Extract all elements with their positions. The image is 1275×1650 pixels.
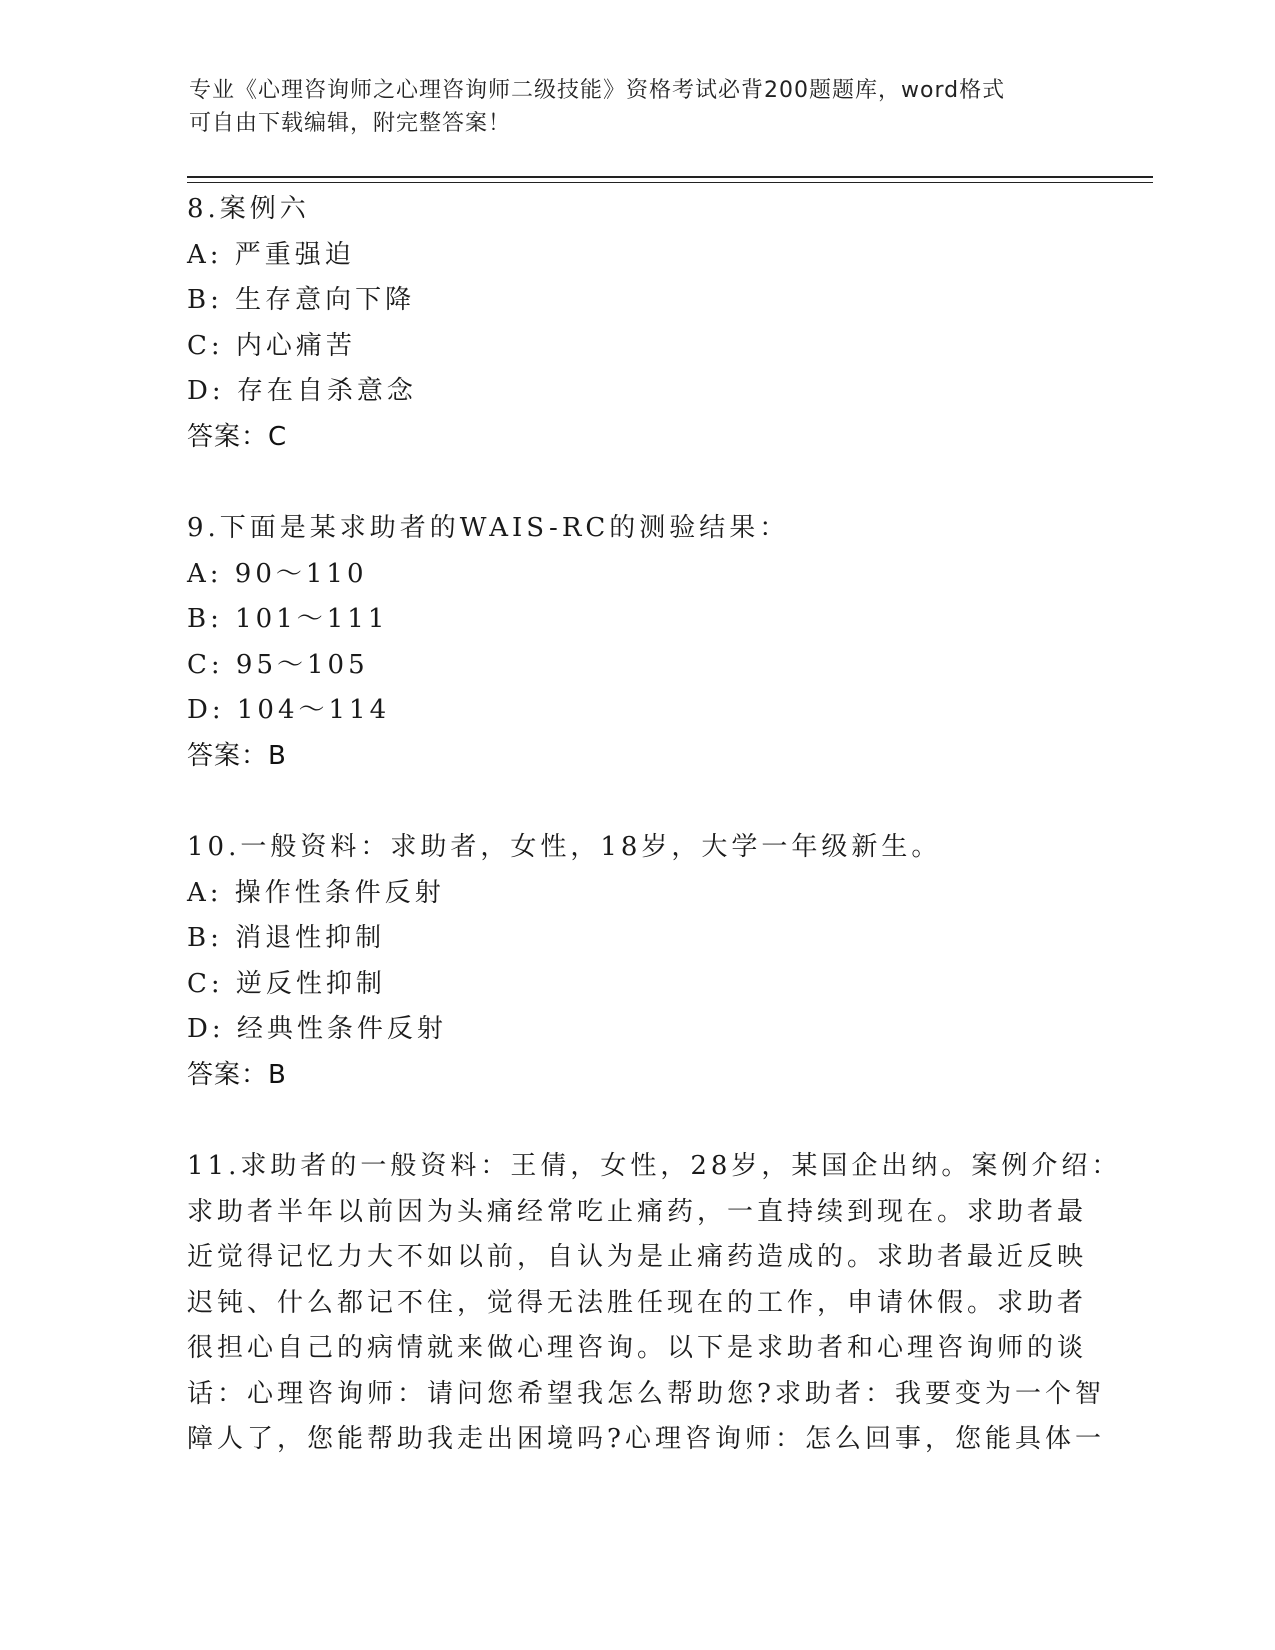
option-c: C: 内心痛苦 [187,330,356,361]
option-b: B: 生存意向下降 [187,285,416,315]
option-d: D: 经典性条件反射 [187,1014,447,1044]
option-a: A: 严重强迫 [187,239,355,270]
header-line-1: 专业《心理咨询师之心理咨询师二级技能》资格考试必背200题题库，word格式 [189,78,1006,103]
question-stem: 10.一般资料：求助者，女性，18岁，大学一年级新生。 [187,832,942,862]
header-divider-thin [187,182,1153,183]
option-c: C: 95～105 [187,649,369,680]
question-stem-line: 求助者半年以前因为头痛经常吃止痛药，一直持续到现在。求助者最 [187,1196,1088,1227]
header-divider-thick [187,176,1153,178]
answer-line: 答案：B [187,740,287,771]
question-stem: 9.下面是某求助者的WAIS-RC的测验结果： [187,513,790,543]
question-10 [187,825,1087,1098]
question-stem-line: 近觉得记忆力大不如以前，自认为是止痛药造成的。求助者最近反映 [187,1242,1088,1272]
option-a: A: 90～110 [187,558,368,589]
question-stem-line: 11.求助者的一般资料：王倩，女性，28岁，某国企出纳。案例介绍： [187,1151,1122,1181]
question-stem-line: 话：心理咨询师：请问您希望我怎么帮助您?求助者：我要变为一个智 [187,1378,1105,1409]
option-c: C: 逆反性抑制 [187,968,386,999]
question-11 [187,1144,1122,1463]
question-stem-line: 很担心自己的病情就来做心理咨询。以下是求助者和心理咨询师的谈 [187,1333,1088,1363]
option-b: B: 101～111 [187,604,389,634]
question-stem: 8.案例六 [187,194,310,224]
answer-line: 答案：B [187,1059,287,1090]
question-stem-line: 迟钝、什么都记不住，觉得无法胜任现在的工作，申请休假。求助者 [187,1287,1088,1318]
option-d: D: 存在自杀意念 [187,376,417,406]
document-header [189,74,1069,140]
question-stem-line: 障人了，您能帮助我走出困境吗?心理咨询师：怎么回事，您能具体一 [187,1424,1105,1454]
option-a: A: 操作性条件反射 [187,877,445,908]
question-8 [187,187,1087,460]
option-b: B: 消退性抑制 [187,923,386,953]
header-line-2: 可自由下载编辑，附完整答案！ [189,111,512,136]
option-d: D: 104～114 [187,695,391,725]
answer-line: 答案：C [187,421,288,452]
question-9 [187,506,1087,779]
